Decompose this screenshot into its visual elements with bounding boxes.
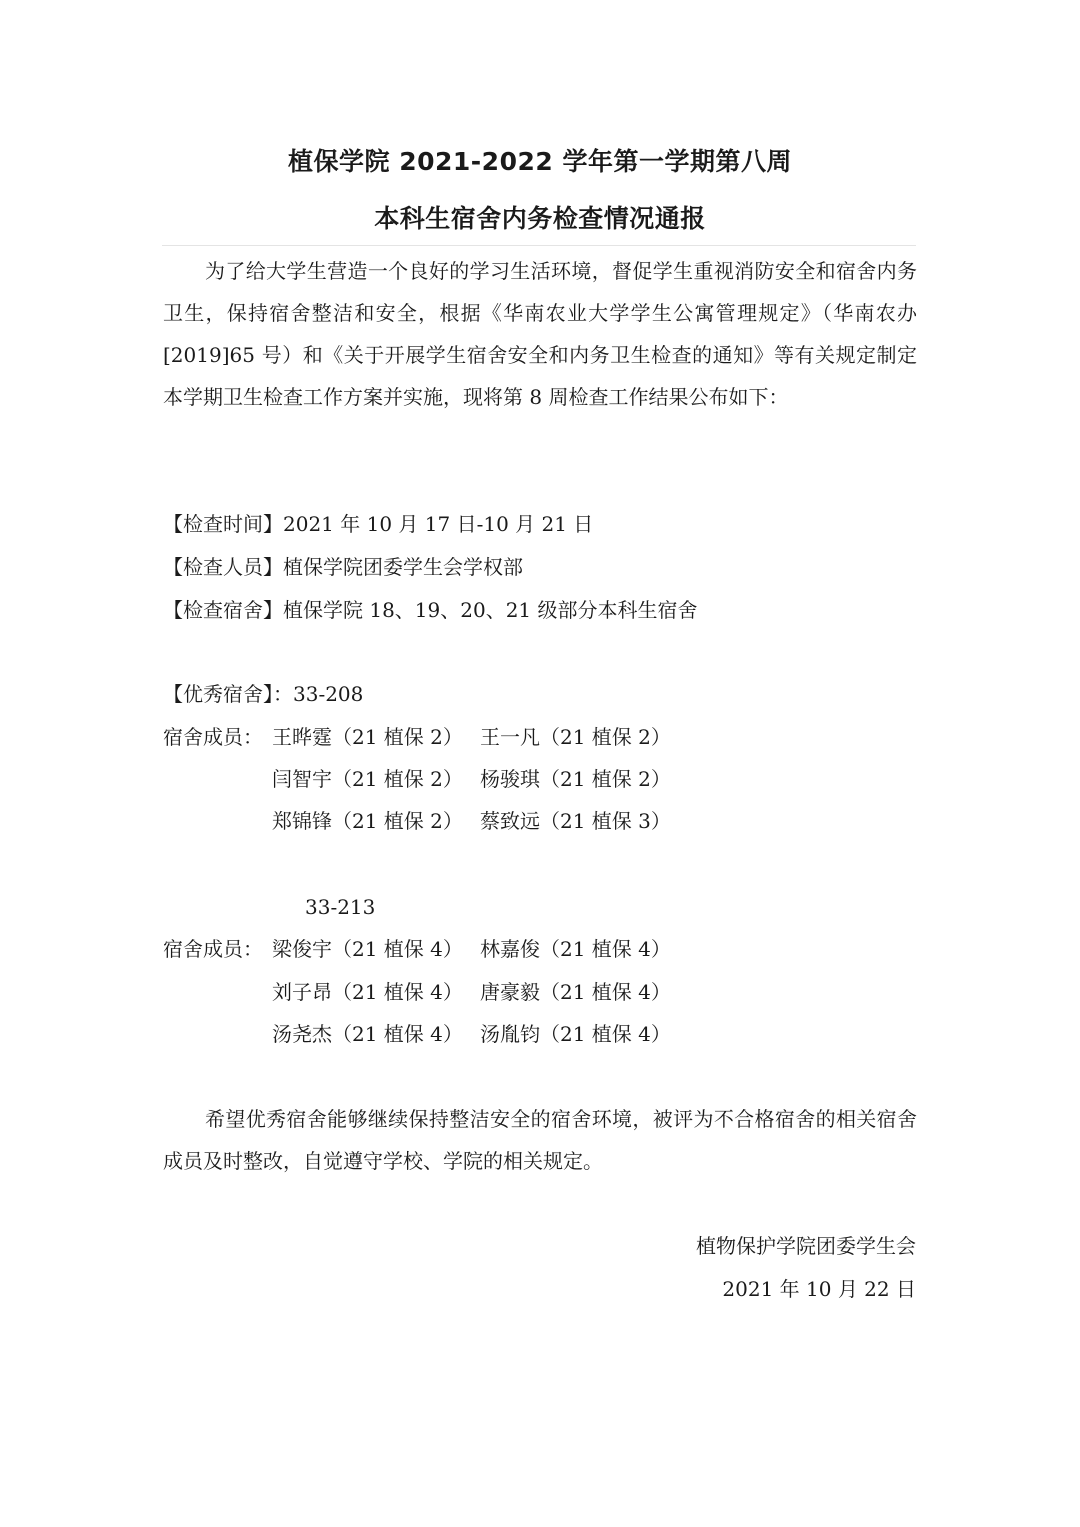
excellent-dorm-heading bbox=[163, 679, 363, 709]
inspection-time-label: 【检查时间】 bbox=[163, 512, 283, 536]
member-name: 王晔霆（21 植保 2） bbox=[272, 725, 463, 749]
inspection-time bbox=[163, 509, 593, 539]
member-name: 汤尧杰（21 植保 4） bbox=[272, 1022, 463, 1046]
member-row bbox=[272, 1019, 688, 1049]
inspection-dorms-label: 【检查宿舍】 bbox=[163, 598, 283, 622]
member-name: 刘子昂（21 植保 4） bbox=[272, 980, 463, 1004]
members-label: 宿舍成员： bbox=[163, 937, 263, 961]
inspection-staff-label: 【检查人员】 bbox=[163, 555, 283, 579]
inspection-dorms bbox=[163, 595, 698, 625]
inspection-time-value: 2021 年 10 月 17 日-10 月 21 日 bbox=[283, 512, 594, 536]
title-divider bbox=[162, 245, 916, 246]
notice-title-line1: 植保学院 2021-2022 学年第一学期第八周 bbox=[288, 147, 792, 176]
member-name: 杨骏琪（21 植保 2） bbox=[480, 767, 671, 791]
signature-org: 植物保护学院团委学生会 bbox=[696, 1234, 916, 1258]
signature-date: 2021 年 10 月 22 日 bbox=[722, 1277, 916, 1301]
inspection-staff bbox=[163, 552, 523, 582]
member-row bbox=[272, 764, 688, 794]
member-name: 王一凡（21 植保 2） bbox=[480, 725, 671, 749]
member-name: 林嘉俊（21 植保 4） bbox=[480, 937, 671, 961]
member-row bbox=[272, 977, 688, 1007]
members-label: 宿舍成员： bbox=[163, 725, 263, 749]
inspection-staff-value: 植保学院团委学生会学权部 bbox=[283, 555, 523, 579]
closing-paragraph: 希望优秀宿舍能够继续保持整洁安全的宿舍环境，被评为不合格宿舍的相关宿舍成员及时整改，自觉遵守学校、学院的相关规定。 bbox=[163, 1107, 917, 1173]
excellent-dorm-label: 【优秀宿舍】： bbox=[163, 682, 293, 706]
member-name: 唐豪毅（21 植保 4） bbox=[480, 980, 671, 1004]
dorm-room-number: 33-208 bbox=[293, 682, 364, 706]
member-row bbox=[272, 722, 688, 752]
member-name: 梁俊宇（21 植保 4） bbox=[272, 937, 463, 961]
intro-paragraph: 为了给大学生营造一个良好的学习生活环境，督促学生重视消防安全和宿舍内务卫生，保持宿舍整洁和安全，根据《华南农业大学学生公寓管理规定》（华南农办[2019]65 号）和《关于开展学生宿舍安全和内务卫生检查的通知》等有关规定制定本学期卫生检查工作方案并实施，现将第 8 周检查工作结果公布如下： bbox=[163, 259, 917, 409]
notice-title-line2: 本科生宿舍内务检查情况通报 bbox=[374, 204, 706, 233]
member-name: 郑锦锋（21 植保 2） bbox=[272, 809, 463, 833]
member-name: 汤胤钧（21 植保 4） bbox=[480, 1022, 671, 1046]
member-row bbox=[272, 806, 688, 836]
inspection-dorms-value: 植保学院 18、19、20、21 级部分本科生宿舍 bbox=[283, 598, 698, 622]
dorm-room-number: 33-213 bbox=[305, 895, 376, 919]
member-name: 闫智宇（21 植保 2） bbox=[272, 767, 463, 791]
member-row bbox=[272, 934, 688, 964]
member-name: 蔡致远（21 植保 3） bbox=[480, 809, 671, 833]
